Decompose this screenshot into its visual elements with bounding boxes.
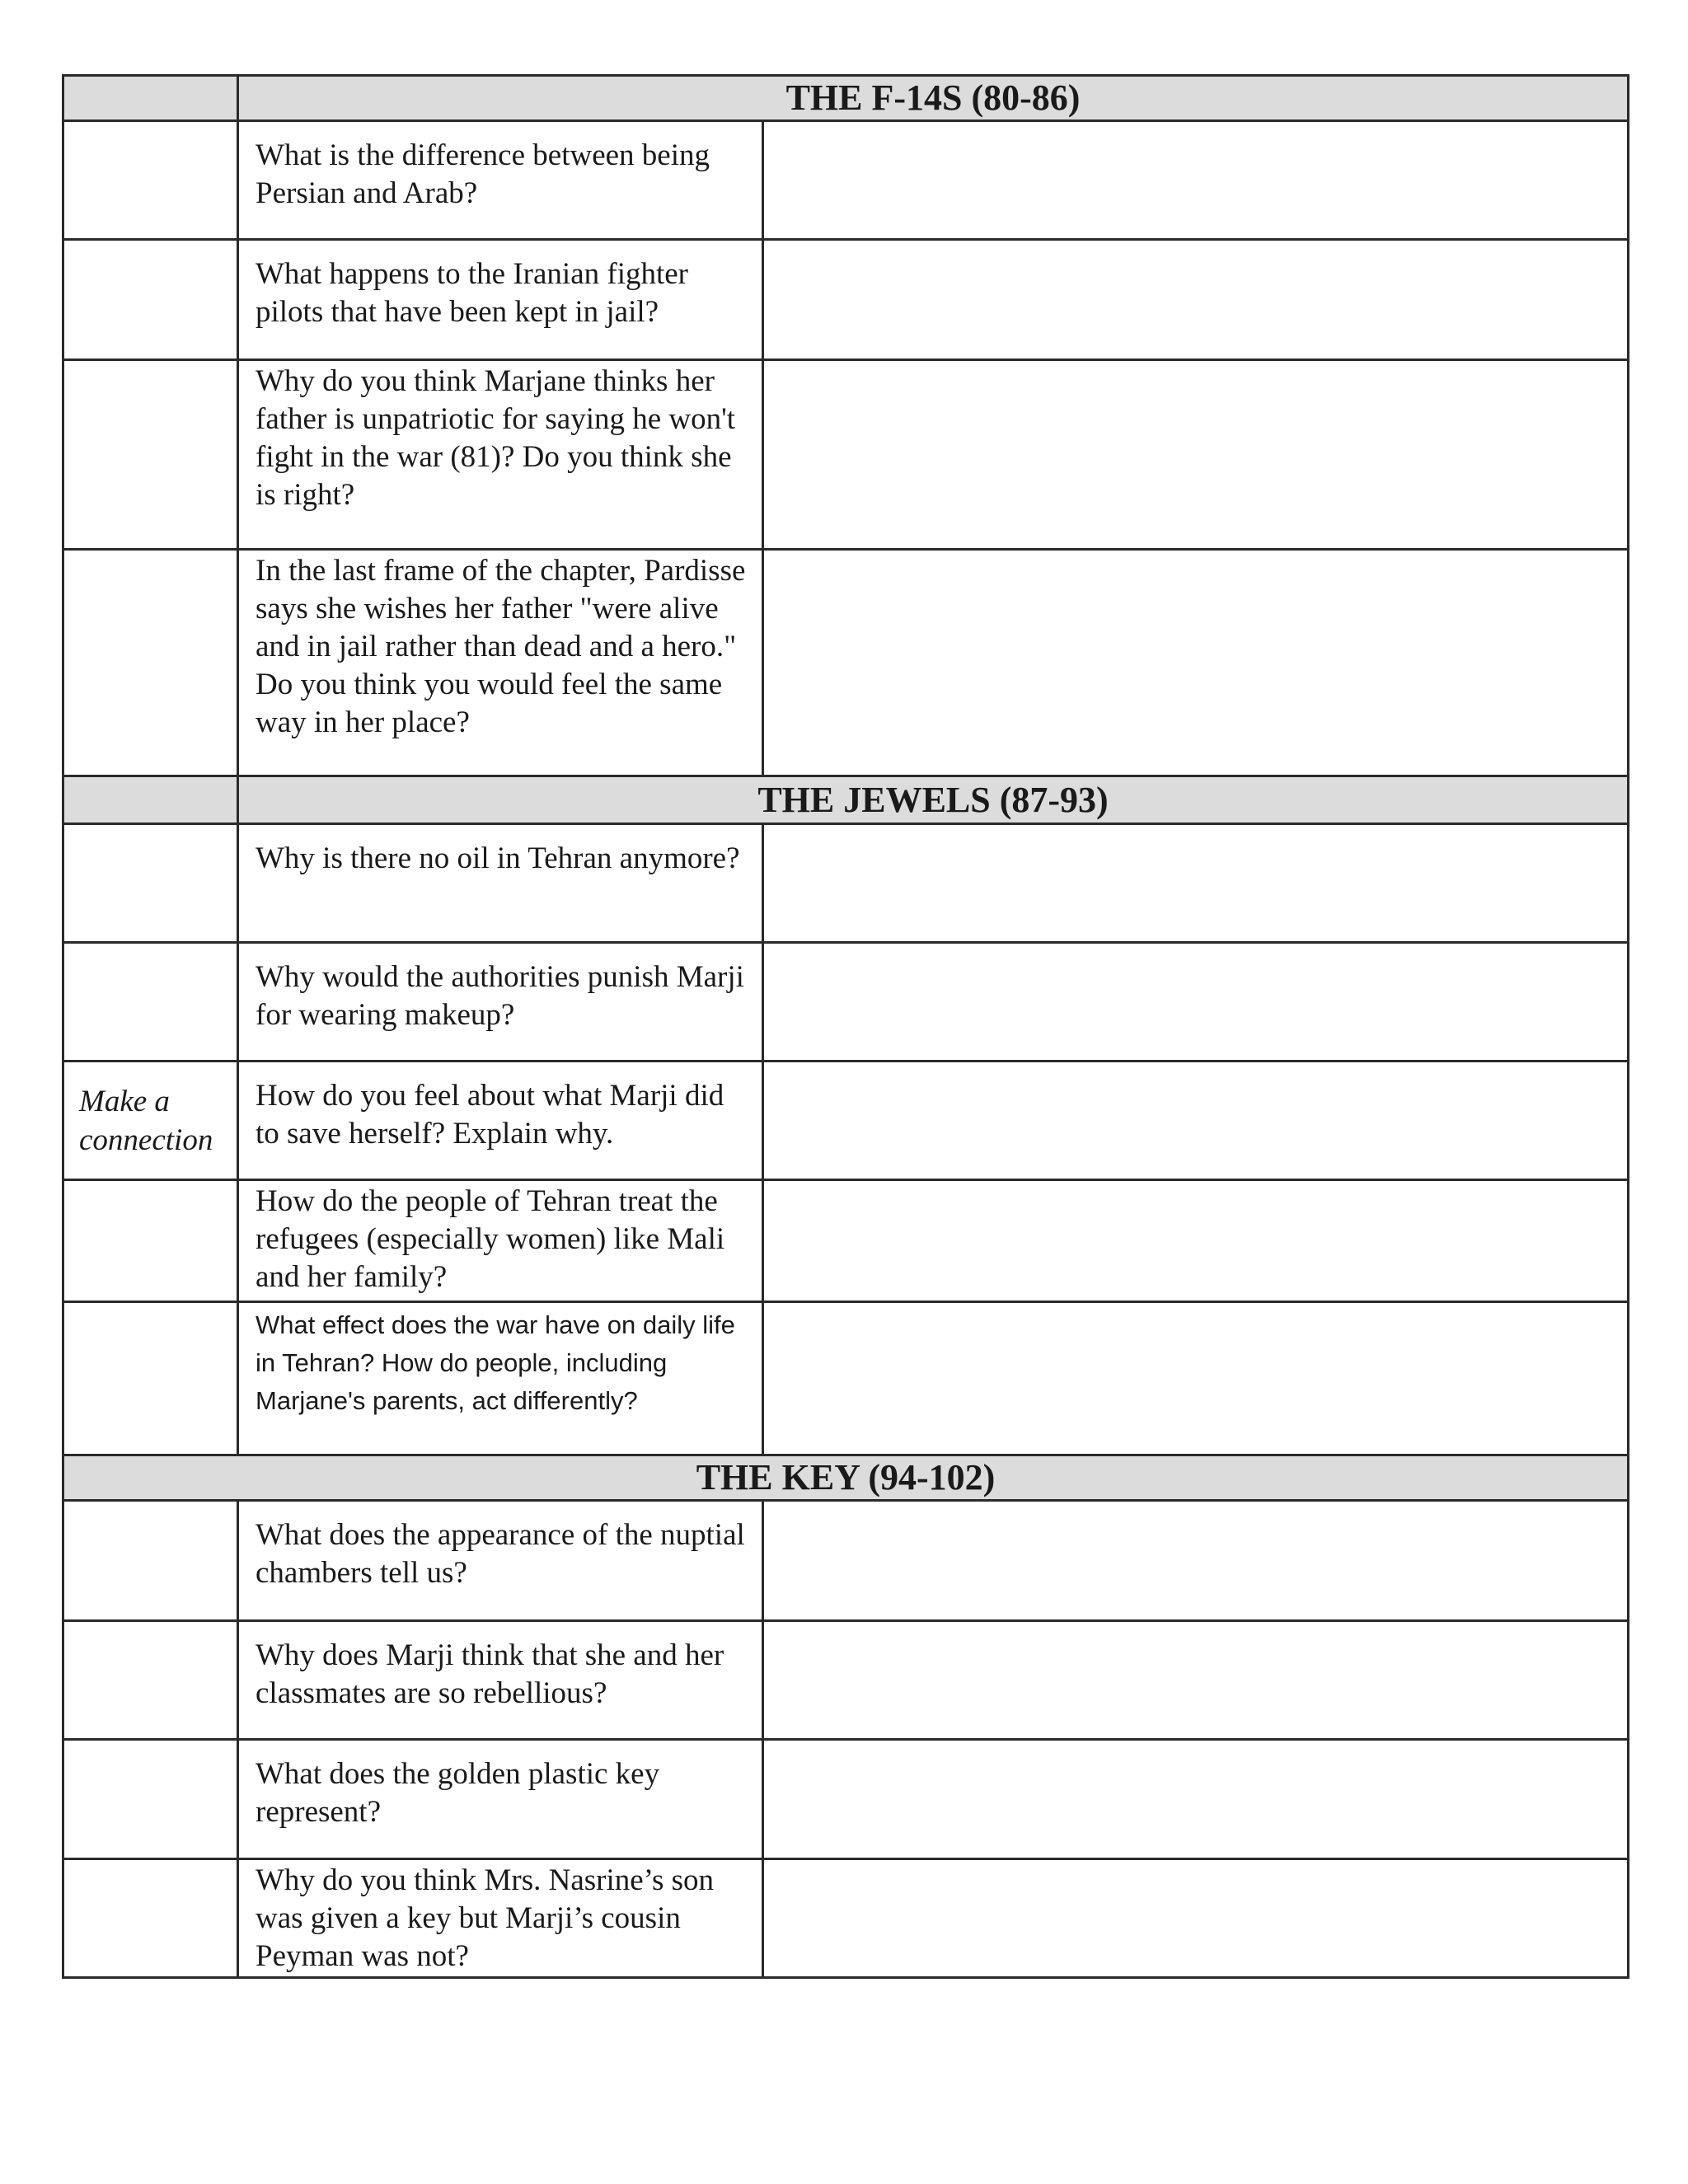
question-row: [63, 1501, 1629, 1621]
question-text: How do the people of Tehran treat the refugees (especially women) like Mali and her family?: [238, 1180, 763, 1302]
section-title: THE JEWELS (87-93): [238, 776, 1629, 824]
question-row: [63, 1740, 1629, 1859]
answer-cell[interactable]: [763, 121, 1629, 240]
row-label: [63, 824, 238, 943]
question-row: [63, 1062, 1629, 1180]
question-row: [63, 1302, 1629, 1455]
question-text: Why do you think Mrs. Nasrine’s son was given a key but Marji’s cousin Peyman was not?: [238, 1859, 763, 1978]
row-label: [63, 121, 238, 240]
section-header-blank-cell: [63, 776, 238, 824]
question-text: What does the golden plastic key represent?: [238, 1740, 763, 1859]
answer-cell[interactable]: [763, 550, 1629, 776]
question-row: [63, 1180, 1629, 1302]
question-row: [63, 943, 1629, 1062]
question-text: What happens to the Iranian fighter pilots that have been kept in jail?: [238, 240, 763, 360]
question-row: [63, 1859, 1629, 1978]
row-label: [63, 240, 238, 360]
question-text: What does the appearance of the nuptial chambers tell us?: [238, 1501, 763, 1621]
section-title: THE F-14S (80-86): [238, 76, 1629, 121]
question-row: [63, 1621, 1629, 1740]
question-row: [63, 360, 1629, 550]
answer-cell[interactable]: [763, 1180, 1629, 1302]
question-row: [63, 121, 1629, 240]
question-text: In the last frame of the chapter, Pardisse says she wishes her father "were alive and in jail rather than dead and a hero." Do you think you would feel the same way in her place?: [238, 550, 763, 776]
row-label: [63, 1859, 238, 1978]
row-label: [63, 1180, 238, 1302]
answer-cell[interactable]: [763, 1740, 1629, 1859]
answer-cell[interactable]: [763, 824, 1629, 943]
row-label: [63, 1302, 238, 1455]
question-text: How do you feel about what Marji did to save herself? Explain why.: [238, 1062, 763, 1180]
answer-cell[interactable]: [763, 1501, 1629, 1621]
answer-cell[interactable]: [763, 1621, 1629, 1740]
question-text: What effect does the war have on daily life in Tehran? How do people, including Marjane's parents, act differently?: [238, 1302, 763, 1455]
answer-cell[interactable]: [763, 1302, 1629, 1455]
question-text: Why is there no oil in Tehran anymore?: [238, 824, 763, 943]
worksheet-table: [62, 74, 1629, 1979]
section-title: THE KEY (94-102): [63, 1455, 1629, 1501]
answer-cell[interactable]: [763, 240, 1629, 360]
row-label: [63, 1501, 238, 1621]
row-label: [63, 1740, 238, 1859]
question-text: Why would the authorities punish Marji for wearing makeup?: [238, 943, 763, 1062]
question-text: Why does Marji think that she and her classmates are so rebellious?: [238, 1621, 763, 1740]
section-header-blank-cell: [63, 76, 238, 121]
answer-cell[interactable]: [763, 360, 1629, 550]
row-label: [63, 943, 238, 1062]
section-header-row: [63, 76, 1629, 121]
question-row: [63, 240, 1629, 360]
question-text: Why do you think Marjane thinks her father is unpatriotic for saying he won't fight in the war (81)? Do you think she is right?: [238, 360, 763, 550]
row-label: [63, 360, 238, 550]
row-label: [63, 1621, 238, 1740]
section-header-row: [63, 776, 1629, 824]
row-label: [63, 550, 238, 776]
section-header-row: [63, 1455, 1629, 1501]
question-row: [63, 824, 1629, 943]
answer-cell[interactable]: [763, 1859, 1629, 1978]
answer-cell[interactable]: [763, 1062, 1629, 1180]
question-row: [63, 550, 1629, 776]
make-a-connection-label: Make a connection: [63, 1062, 238, 1180]
question-text: What is the difference between being Persian and Arab?: [238, 121, 763, 240]
answer-cell[interactable]: [763, 943, 1629, 1062]
